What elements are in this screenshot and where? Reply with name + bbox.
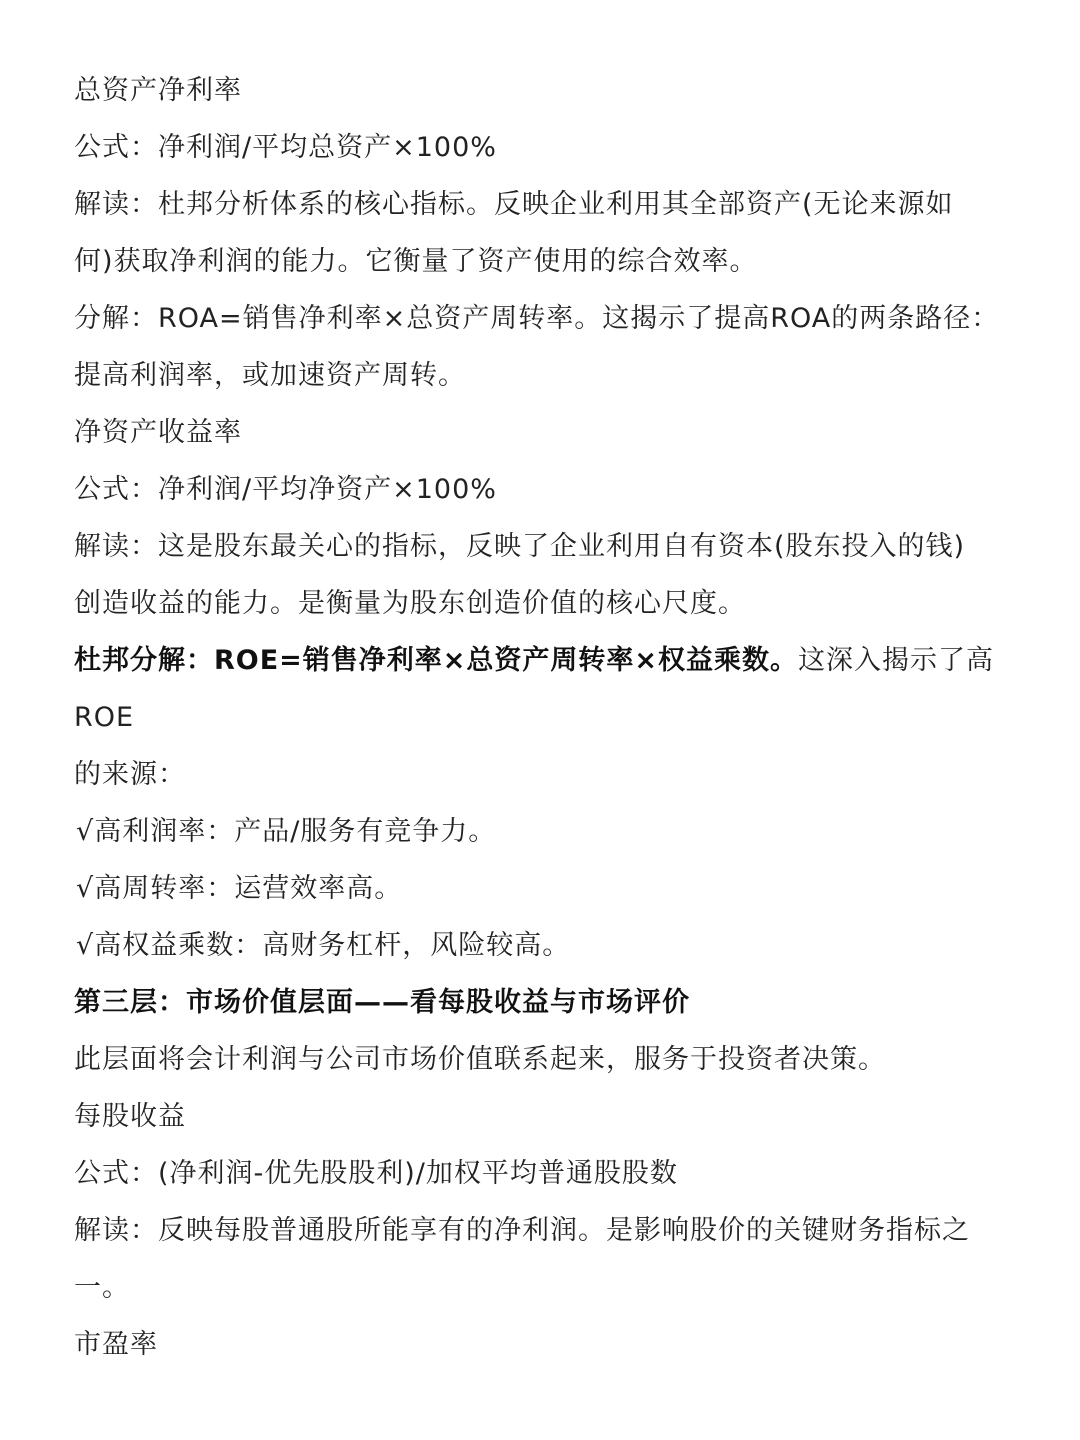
- layer3-heading: 第三层：市场价值层面——看每股收益与市场评价: [74, 987, 690, 1018]
- roe-dupont-line2: ROE: [74, 702, 135, 733]
- roe-point-1: √高利润率：产品/服务有竞争力。: [76, 816, 497, 847]
- roe-formula: 公式：净利润/平均净资产×100%: [74, 474, 497, 505]
- roa-interpretation-line2: 何)获取净利润的能力。它衡量了资产使用的综合效率。: [74, 246, 758, 277]
- roe-point-2: √高周转率：运营效率高。: [76, 873, 403, 904]
- eps-title: 每股收益: [74, 1101, 186, 1132]
- roa-decomposition-line2: 提高利润率，或加速资产周转。: [74, 360, 466, 391]
- layer3-intro: 此层面将会计利润与公司市场价值联系起来，服务于投资者决策。: [74, 1044, 886, 1075]
- roe-dupont-bold: 杜邦分解：ROE=销售净利率×总资产周转率×权益乘数。: [74, 645, 799, 676]
- eps-formula: 公式：(净利润-优先股股利)/加权平均普通股股数: [74, 1158, 678, 1189]
- roe-interpretation-line2: 创造收益的能力。是衡量为股东创造价值的核心尺度。: [74, 588, 746, 619]
- roe-dupont-line1: [74, 632, 1014, 689]
- roe-dupont-rest: 这深入揭示了高: [798, 645, 995, 676]
- eps-interpretation-line1: 解读：反映每股普通股所能享有的净利润。是影响股价的关键财务指标之: [74, 1215, 970, 1246]
- roa-title: 总资产净利率: [74, 75, 242, 106]
- roe-dupont-line3: 的来源：: [74, 759, 186, 790]
- roa-formula: 公式：净利润/平均总资产×100%: [74, 132, 497, 163]
- roe-point-3: √高权益乘数：高财务杠杆，风险较高。: [76, 930, 571, 961]
- roa-decomposition-line1: 分解：ROA=销售净利率×总资产周转率。这揭示了提高ROA的两条路径：: [74, 303, 1000, 334]
- pe-title: 市盈率: [74, 1329, 158, 1360]
- roe-title: 净资产收益率: [74, 417, 242, 448]
- document-body: [74, 62, 1014, 1373]
- roe-interpretation-line1: 解读：这是股东最关心的指标，反映了企业利用自有资本(股东投入的钱): [74, 531, 966, 562]
- eps-interpretation-line2: 一。: [74, 1272, 130, 1303]
- roa-interpretation-line1: 解读：杜邦分析体系的核心指标。反映企业利用其全部资产(无论来源如: [74, 189, 954, 220]
